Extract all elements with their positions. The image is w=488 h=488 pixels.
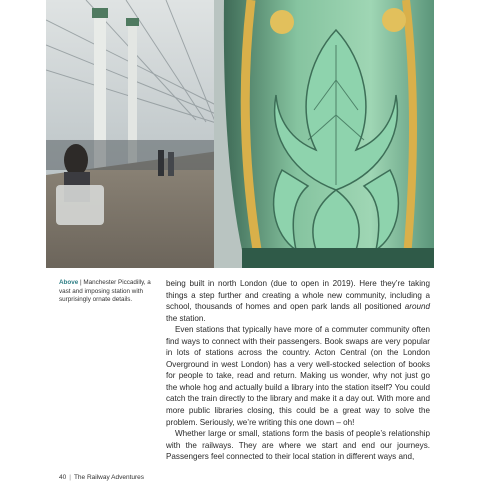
caption-lead: Above (59, 279, 79, 286)
station-photo-illustration (46, 0, 434, 268)
page-footer (59, 474, 144, 481)
footer-separator: | (69, 474, 71, 481)
station-photo (46, 0, 434, 268)
book-title: The Railway Adventures (73, 474, 145, 481)
paragraph-1 (166, 278, 430, 324)
paragraph-1-after: the station. (166, 313, 206, 323)
paragraph-2: Even stations that typically have more of a commuter community often find ways to connect with their passengers. Book swaps are very popular in lots of stations across the country. Acton Central (on the London Overground in west London) has a very well-stocked selection of books for people to take, read and return. Making us wonder, why not just go the whole hog and actually build a library into the station itself? You could catch the train directly to the library and make it a day out. With more and more public libraries closing, this could be a great way to solve the problem. Seriously, we’re writing this one down – oh! (166, 325, 430, 427)
photo-caption (59, 279, 159, 305)
body-text (166, 278, 430, 463)
paragraph-1-emphasis: around (404, 302, 430, 312)
paragraph-1-before: being built in north London (due to open in 2019). Here they’re taking things a step further and creating a whole new community, including a school, thousands of homes and open park lands all positioned (166, 279, 430, 312)
paragraph-3: Whether large or small, stations form the basis of people’s relationship with the railways. They are where we start and end our journeys. Passengers feel connected to their local station in different ways and, (166, 429, 430, 462)
caption-text: | Manchester Piccadilly, a vast and imposing station with surprisingly ornate details. (59, 279, 151, 304)
page-number: 40 (59, 474, 67, 481)
